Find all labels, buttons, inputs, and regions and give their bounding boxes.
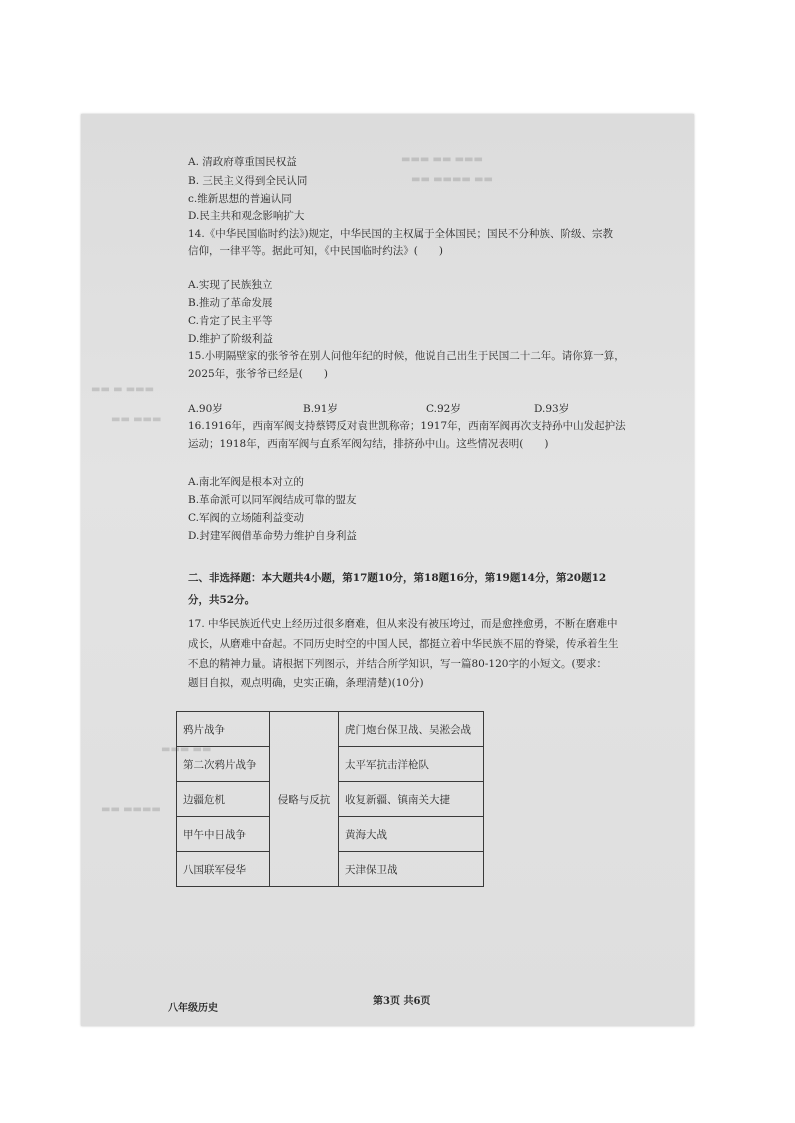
war-cell: 第二次鸦片战争 [177, 747, 270, 782]
q13-option-b: B. 三民主义得到全民认同 [188, 175, 308, 187]
q16-option-d: D.封建军阀借革命势力维护自身利益 [188, 530, 357, 542]
bleed-through-text: ▬▬ ▬▬▬ [111, 414, 162, 425]
q17-stem: 成长，从磨难中奋起。不同历史时空的中国人民，都挺立着中华民族不屈的脊梁，传承着生生 [188, 638, 619, 650]
q16-option-b: B.革命派可以同军阀结成可靠的盟友 [188, 494, 357, 506]
q16-option-c: C.军阀的立场随利益变动 [188, 512, 304, 524]
q16-option-a: A.南北军阀是根本对立的 [188, 476, 304, 488]
resistance-cell: 收复新疆、镇南关大捷 [339, 782, 484, 817]
resistance-cell: 太平军抗击洋枪队 [339, 747, 484, 782]
resistance-cell: 天津保卫战 [339, 852, 484, 887]
exam-page [81, 114, 694, 1026]
q13-option-a: A. 清政府尊重国民权益 [188, 156, 297, 168]
section2-heading: 分，共52分。 [188, 594, 256, 606]
war-cell: 边疆危机 [177, 782, 270, 817]
war-cell: 甲午中日战争 [177, 817, 270, 852]
war-cell: 八国联军侵华 [177, 852, 270, 887]
q17-stem: 17. 中华民族近代史上经历过很多磨难，但从来没有被压垮过，而是愈挫愈勇，不断在磨难中 [188, 618, 618, 630]
q16-stem: 16.1916年，西南军阀支持蔡锷反对袁世凯称帝；1917年，西南军阀再次支持孙中山发起护法 [188, 420, 626, 432]
q17-stem: 不息的精神力量。请根据下列图示，并结合所学知识，写一篇80-120字的小短文。(要求： [188, 658, 608, 670]
q14-option-b: B.推动了革命发展 [188, 297, 273, 309]
q14-stem: 信仰，一律平等。据此可知，《中民国临时约法》( ) [188, 245, 443, 257]
resistance-cell: 虎门炮台保卫战、吴淞会战 [339, 712, 484, 747]
q14-option-a: A.实现了民族独立 [188, 279, 273, 291]
q15-stem: 15.小明隔壁家的张爷爷在别人问他年纪的时候，他说自己出生于民国二十二年。请你算一算， [188, 350, 625, 362]
q14-option-d: D.维护了阶级利益 [188, 333, 273, 345]
footer-subject: 八年级历史 [168, 1003, 218, 1014]
war-cell: 鸦片战争 [177, 712, 270, 747]
q15-option-a: A.90岁 [188, 403, 223, 415]
q13-option-d: D.民主共和观念影响扩大 [188, 210, 305, 222]
bleed-through-text: ▬▬▬ ▬▬ [161, 744, 212, 755]
resistance-cell: 黄海大战 [339, 817, 484, 852]
bleed-through-text: ▬▬ ▬ ▬▬▬ [91, 384, 155, 395]
table-row [177, 712, 484, 747]
bleed-through-text: ▬▬ ▬▬▬▬ ▬▬ [411, 174, 493, 185]
q15-option-c: C.92岁 [426, 403, 461, 415]
q17-table [176, 711, 484, 887]
bleed-through-text: ▬▬▬ ▬▬ ▬▬▬ [401, 154, 483, 165]
theme-cell: 侵略与反抗 [270, 712, 339, 887]
q14-stem: 14.《中华民国临时约法》)规定，中华民国的主权属于全体国民；国民不分种族、阶级、宗教 [188, 228, 614, 240]
q15-stem: 2025年，张爷爷已经是( ) [188, 368, 328, 380]
bleed-through-text: ▬▬ ▬▬▬▬ [101, 804, 161, 815]
q15-option-d: D.93岁 [534, 403, 570, 415]
section2-heading: 二、非选择题：本大题共4小题，第17题10分，第18题16分，第19题14分，第20题12 [188, 572, 607, 584]
q15-option-b: B.91岁 [303, 403, 338, 415]
footer-page-number: 第3页 共6页 [373, 996, 431, 1007]
q16-stem: 运动；1918年，西南军阀与直系军阀勾结，排挤孙中山。这些情况表明( ) [188, 438, 549, 450]
q13-option-c: c.维新思想的普遍认同 [188, 193, 292, 205]
q17-stem: 题目自拟，观点明确，史实正确，条理清楚)(10分) [188, 677, 424, 689]
q14-option-c: C.肯定了民主平等 [188, 315, 273, 327]
